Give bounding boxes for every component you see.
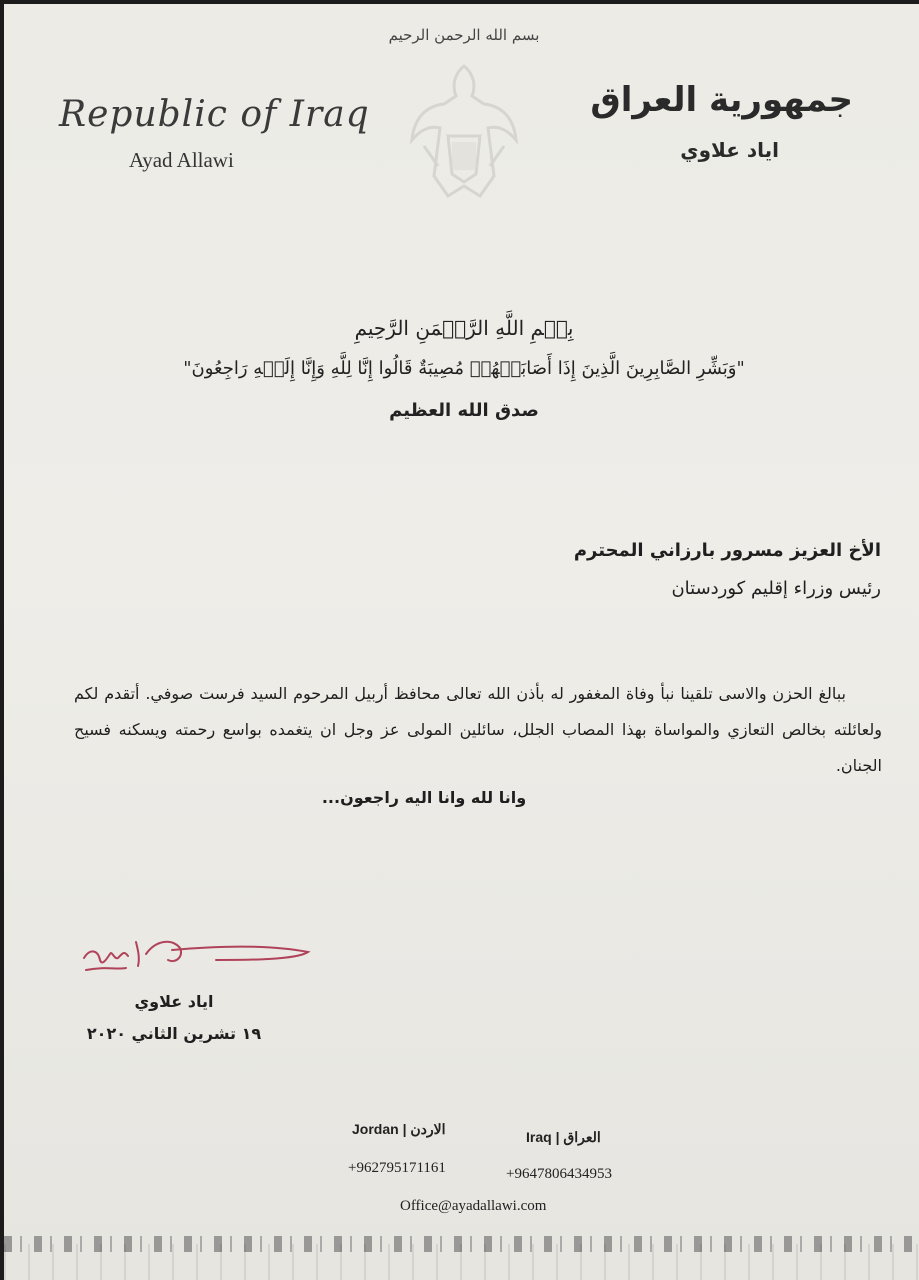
body-closing: وانا لله وانا اليه راجعون... [321,788,527,807]
body-paragraph: ببالغ الحزن والاسى تلقينا نبأ وفاة المغفور له بأذن الله تعالى محافظ أربيل المرحوم السيد فرست صوفي. أتقدم لكم ولعائلته بخالص التعازي والمواساة بهذا المصاب الجلل، سائلين المولى عز وجل ان يتغمده بواسع رحمته ويسكنه فسيح الجنان. [74,684,882,775]
recipient-line-2: رئيس وزراء إقليم كوردستان [671,578,881,599]
handwritten-signature [76,930,316,980]
signatory-name: اياد علاوي [134,992,214,1011]
eagle-emblem-icon [404,56,524,206]
office-email[interactable]: Office@ayadallawi.com [400,1198,547,1214]
recipient-line-1: الأخ العزيز مسرور بارزاني المحترم [573,540,881,561]
iraq-phone[interactable]: +9647806434953 [506,1166,612,1182]
iraq-label: Iraq | العراق [526,1129,601,1145]
arabic-name: اياد علاوي [680,138,779,162]
top-bismillah-calligraphy: بسم الله الرحمن الرحيم [388,26,540,44]
english-name: Ayad Allawi [129,148,234,172]
verse-text: "وَبَشِّرِ الصَّابِرِينَ الَّذِينَ إِذَا أَصَابَتۡهُمۡ مُصِيبَةٌ قَالُوا إِنَّا لِلَّهِ وَإِنَّا إِلَيۡهِ رَاجِعُونَ" [183,358,745,379]
verse-closing: صدق الله العظيم [389,400,539,421]
english-title: Republic of Iraq [59,94,370,135]
jordan-phone[interactable]: +962795171161 [348,1160,446,1176]
verse-bismillah: بِسۡمِ اللَّهِ الرَّحۡمَنِ الرَّحِيمِ [354,316,574,340]
signature-date: ١٩ تشرين الثاني ٢٠٢٠ [86,1024,262,1043]
jordan-label: Jordan | الاردن [352,1121,446,1137]
decorative-footer-pattern [4,1244,919,1280]
letter-page [4,4,919,1280]
arabic-title: جمهورية العراق [590,80,853,120]
